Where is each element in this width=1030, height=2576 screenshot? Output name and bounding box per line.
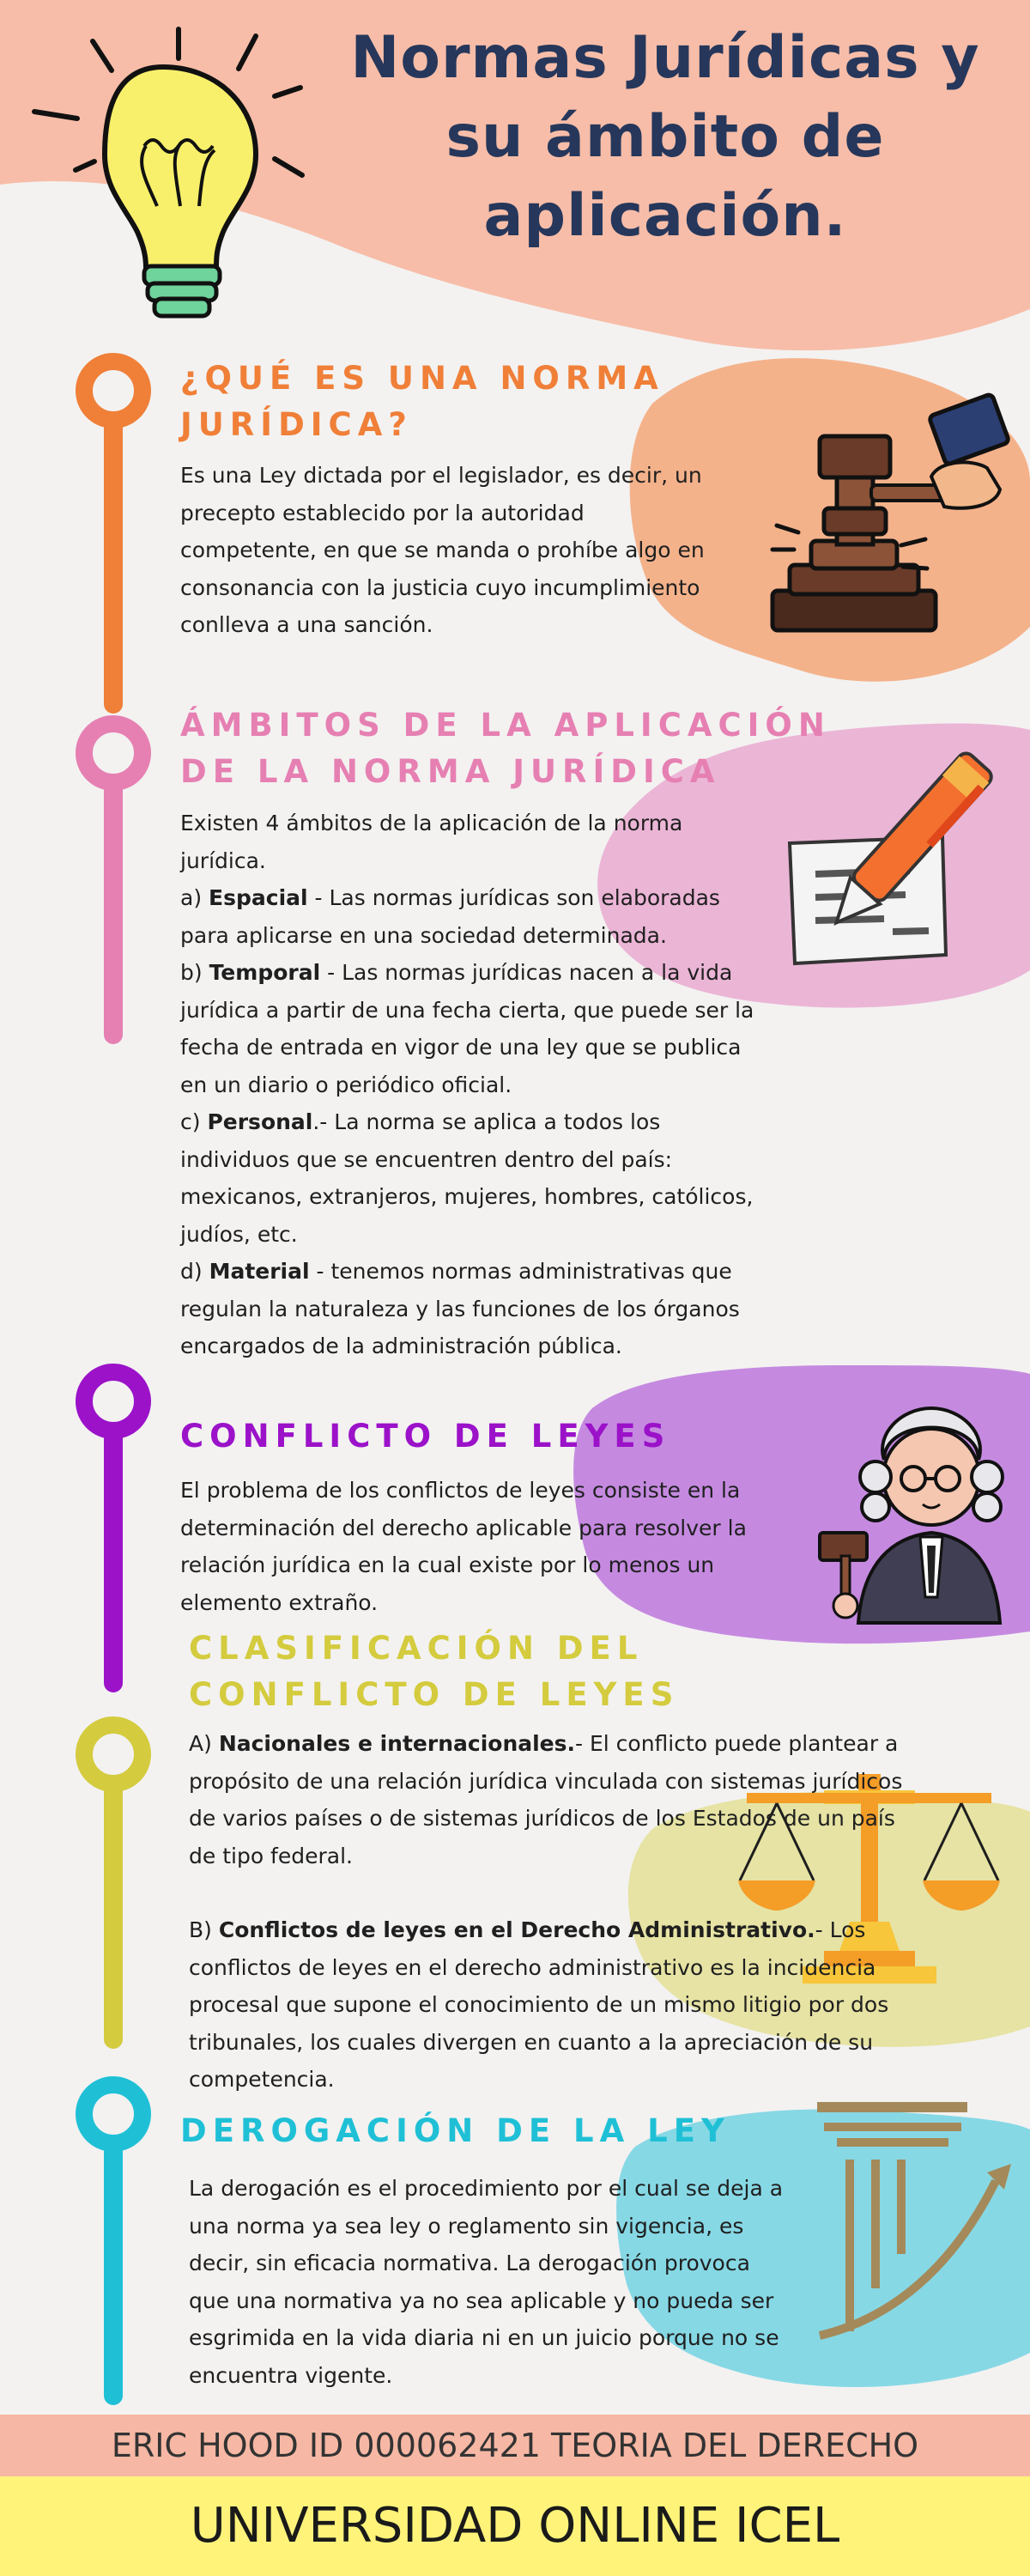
title-line-3: aplicación. <box>483 182 847 250</box>
timeline-ring-5 <box>84 2085 142 2143</box>
section1-heading-line1: ¿QUÉ ES UNA NORMA <box>180 360 664 397</box>
section4-heading-line1: CLASIFICACIÓN DEL <box>189 1630 644 1667</box>
section1-heading-line2: JURÍDICA? <box>180 406 413 443</box>
section4-text <box>189 1725 910 2099</box>
section2-heading-line2: DE LA NORMA JURÍDICA <box>180 753 721 790</box>
section3-text: El problema de los conflictos de leyes consiste en la determinación del derecho aplicable para resolver la relación jurídica en la cual existe por lo menos un elemento extraño. <box>180 1478 747 1615</box>
section3-heading <box>180 1413 670 1460</box>
section5-heading <box>180 2108 730 2154</box>
section4-heading <box>189 1625 679 1718</box>
author-footer: ERIC HOOD ID 000062421 TEORIA DEL DERECHO <box>0 2415 1030 2476</box>
timeline-ring-3 <box>84 1372 142 1431</box>
list-item: B) Conflictos de leyes en el Derecho Administrativo.- Los conflictos de leyes en el derecho administrativo es la incidencia procesal que supone el conocimiento de un mismo litigio por dos tribunales, los cuales divergen en cuanto a la apreciación de su competencia. <box>189 1917 889 2092</box>
timeline-ring-2 <box>84 724 142 782</box>
section2-heading-line1: ÁMBITOS DE LA APLICACIÓN <box>180 707 831 744</box>
section1-text: Es una Ley dictada por el legislador, es decir, un precepto establecido por la autoridad competente, en que se manda o prohíbe algo en consonancia con la justicia cuyo incumplimiento conlleva a una sanción. <box>180 463 705 637</box>
list-item: d) Material - tenemos normas administrativas que regulan la naturaleza y las funciones de los órganos encargados de la administración pública. <box>180 1259 740 1358</box>
timeline-ring-4 <box>84 1725 142 1783</box>
title-line-2: su ámbito de <box>445 103 885 171</box>
list-item: a) Espacial - Las normas jurídicas son elaboradas para aplicarse en una sociedad determinada. <box>180 885 720 948</box>
section2-text <box>180 805 772 1365</box>
section1-heading <box>180 355 664 448</box>
list-item: c) Personal.- La norma se aplica a todos los individuos que se encuentren dentro del país: mexicanos, extranjeros, mujeres, hombres, católicos, judíos, etc. <box>180 1109 754 1247</box>
page-title <box>309 19 1021 256</box>
section4-heading-line2: CONFLICTO DE LEYES <box>189 1676 680 1713</box>
list-item: A) Nacionales e internacionales.- El conflicto puede plantear a propósito de una relación jurídica vinculada con sistemas jurídicos de varios países o de sistemas jurídicos de los Estados de un país de tipo federal. <box>189 1731 903 1868</box>
university-footer: UNIVERSIDAD ONLINE ICEL <box>0 2476 1030 2576</box>
timeline-ring-1 <box>84 361 142 420</box>
section3-heading-line1: CONFLICTO DE LEYES <box>180 1418 671 1455</box>
list-item: b) Temporal - Las normas jurídicas nacen a la vida jurídica a partir de una fecha cierta, que puede ser la fecha de entrada en vigor de una ley que se publica en un diario o periódico oficial. <box>180 960 754 1097</box>
section5-text: La derogación es el procedimiento por el cual se deja a una norma ya sea ley o reglamento sin vigencia, es decir, sin eficacia normativa. La derogación provoca que una normativa ya no sea aplicable y no pueda ser esgrimida en la vida diaria ni en un juicio porque no se encuentra vigente. <box>189 2176 784 2388</box>
section5-heading-line1: DEROGACIÓN DE LA LEY <box>180 2112 730 2149</box>
section2-heading <box>180 702 831 795</box>
section2-intro: Existen 4 ámbitos de la aplicación de la norma jurídica. <box>180 811 683 873</box>
title-line-1: Normas Jurídicas y <box>350 24 980 92</box>
